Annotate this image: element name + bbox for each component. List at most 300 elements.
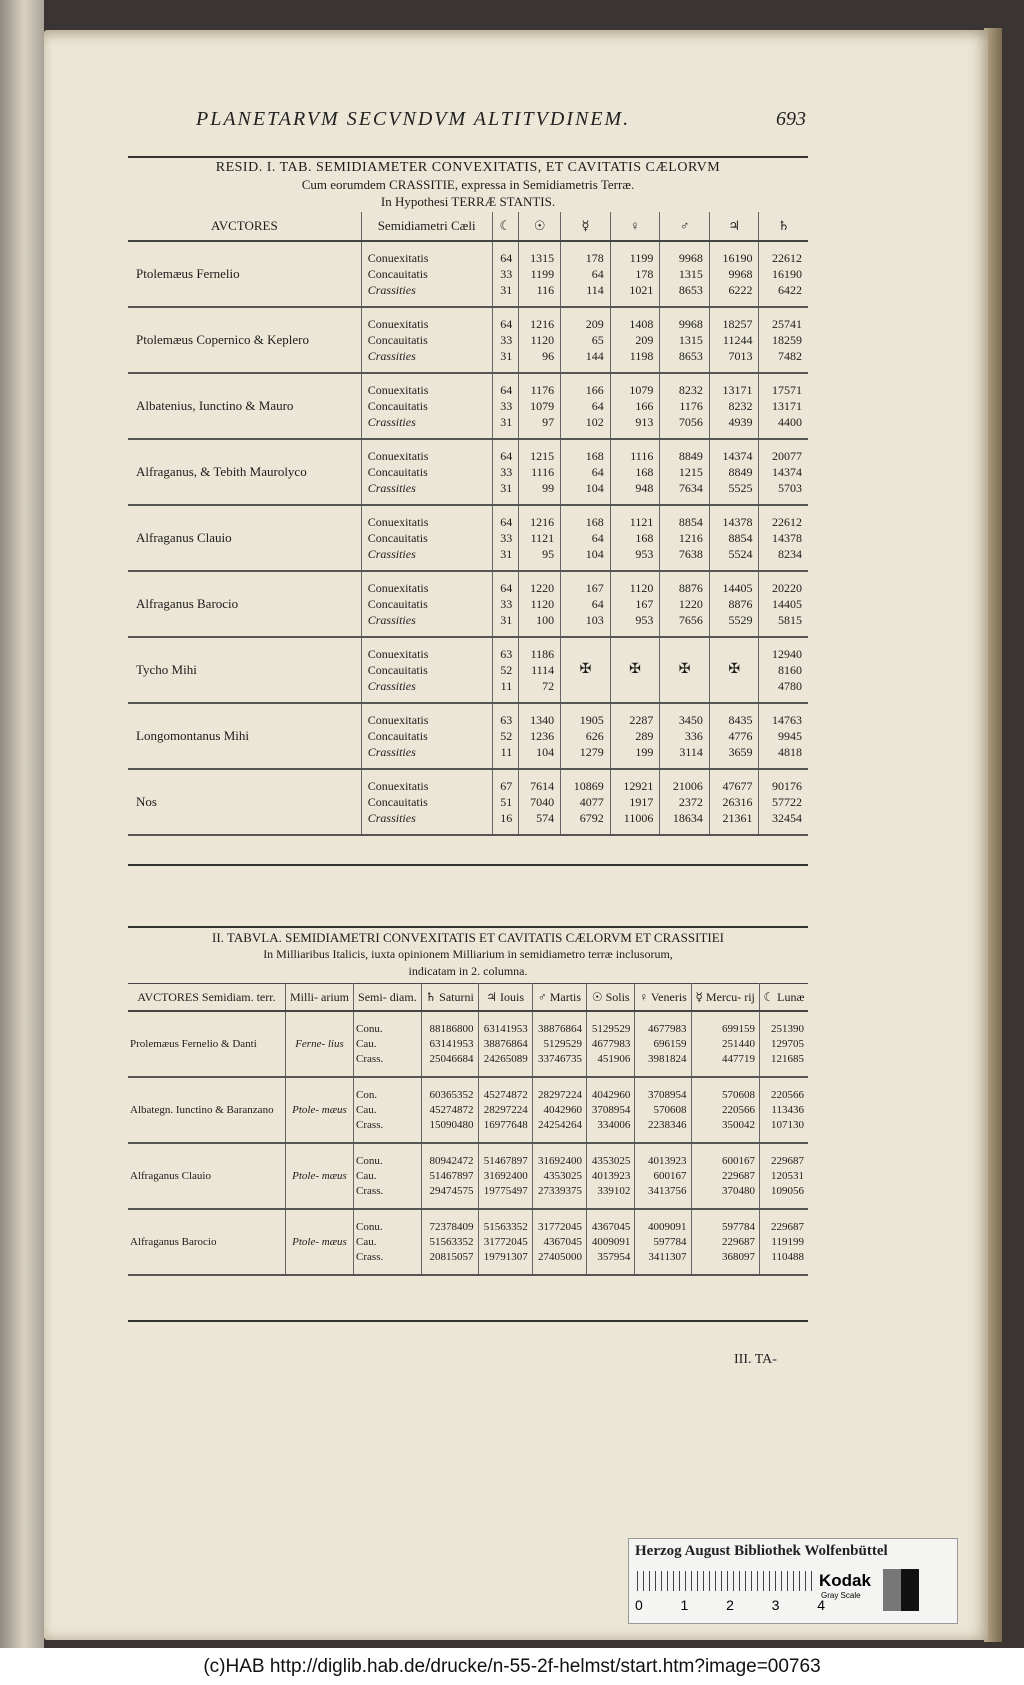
value: 3114 [679,745,703,759]
kinds-cell [354,1143,422,1209]
value: 31 [500,349,513,363]
value: 699159 [721,1022,755,1035]
value-cell [660,505,710,571]
catchword: III. TA- [734,1352,777,1367]
kinds-cell [361,637,492,703]
value: 65 [591,333,604,347]
value: 33 [500,333,513,347]
kind-label: Crassities [367,547,416,561]
value: 27339375 [538,1184,583,1197]
value: 1121 [629,515,654,529]
value: 166 [585,383,604,397]
value-cell [759,505,808,571]
author-cell: Alfraganus, & Tebith Maurolyco [128,439,361,505]
value: 7040 [530,795,555,809]
value: 11006 [623,811,654,825]
value-cell [610,439,660,505]
value: 4677983 [648,1022,687,1035]
value: 28297224 [483,1103,528,1116]
authors-header: AVCTORES [128,212,361,241]
table-two [128,926,808,1322]
value: 1917 [629,795,654,809]
kind-label: Conuexitatis [367,647,429,661]
kind-label: Crassities [367,283,416,297]
value: 1121 [530,531,555,545]
value: 4367045 [543,1235,583,1248]
value: 178 [635,267,654,281]
value: 63141953 [429,1037,474,1050]
value: 1220 [530,581,555,595]
value: 19791307 [483,1250,528,1263]
value: 953 [635,547,654,561]
value: 9968 [678,317,703,331]
value: 4353025 [591,1154,631,1167]
kind-label: Crassities [367,349,416,363]
value-cell [519,241,561,307]
value: 1199 [530,267,555,281]
kinds-cell [361,505,492,571]
value-cell [660,769,710,835]
miliarium-cell: Ptole- mæus [285,1077,353,1143]
kind-label: Crass. [356,1118,384,1131]
kind-label: Crassities [367,613,416,627]
value-cell [492,373,519,439]
value: 574 [536,811,555,825]
value: 199 [635,745,654,759]
value: 103 [585,613,604,627]
value-cell [635,1077,691,1143]
value: 45274872 [483,1088,528,1101]
value: 18259 [772,333,802,347]
page-number: 693 [776,108,806,130]
value-cell [492,439,519,505]
value: 9945 [778,729,802,743]
value: 33 [500,399,513,413]
value: 8232 [678,383,703,397]
value: 16 [500,811,513,825]
value: 339102 [597,1184,631,1197]
kind-label: Crassities [367,415,416,429]
kind-label: Conuexitatis [367,449,429,463]
value-cell [610,769,660,835]
value-cell [610,505,660,571]
table-one-title: RESID. I. TAB. SEMIDIAMETER CONVEXITATIS, ET CAVITATIS CÆLORVM [215,160,721,175]
value: 31 [500,481,513,495]
table-row [128,373,808,439]
value: 25741 [772,317,802,331]
value: 1315 [678,333,703,347]
value: 80942472 [429,1154,474,1167]
value-cell [759,307,808,373]
value: 104 [536,745,555,759]
value: 100 [536,613,555,627]
value-cell [561,769,611,835]
value: 22612 [772,251,802,265]
value: 22612 [772,515,802,529]
value: 38876864 [538,1022,583,1035]
value-cell [519,769,561,835]
kind-label: Concauitatis [367,531,428,545]
table-two-grid [128,983,808,1276]
value-cell [610,241,660,307]
value: 1215 [530,449,555,463]
column-header: ♀ Veneris [635,984,691,1012]
value: 110488 [771,1250,804,1263]
table-row [128,307,808,373]
column-header: Semi- diam. [354,984,422,1012]
value: 251440 [721,1037,755,1050]
column-header: ☿ Mercu- rij [691,984,759,1012]
kind-label: Concauitatis [367,663,428,677]
value: 102 [585,415,604,429]
value: 696159 [653,1037,687,1050]
value-cell [759,241,808,307]
value: 1279 [579,745,604,759]
kinds-cell [354,1077,422,1143]
value-cell [519,373,561,439]
value: 104 [585,481,604,495]
value: 1236 [530,729,555,743]
value: 31772045 [538,1220,583,1233]
kind-label: Crassities [367,745,416,759]
value: 31 [500,547,513,561]
value: 129705 [771,1037,804,1050]
value: 4776 [728,729,753,743]
table-one-grid [128,212,808,836]
column-header: ♂ Martis [532,984,586,1012]
value-cell [709,307,759,373]
value: 63 [500,647,513,661]
value: 7482 [778,349,802,363]
value: 11 [500,745,513,759]
value: 113436 [771,1103,804,1116]
value: 114 [586,283,604,297]
value: 33 [500,465,513,479]
value-cell [421,1077,478,1143]
author-cell: Tycho Mihi [128,637,361,703]
value: 64 [500,383,513,397]
value-cell [492,307,519,373]
value: 1216 [678,531,703,545]
value: 4818 [778,745,802,759]
scale-number: 1 [680,1597,689,1613]
value: 8234 [778,547,802,561]
value: 2238346 [648,1118,687,1131]
value: 121685 [771,1052,804,1065]
value-cell [561,307,611,373]
value: 51467897 [483,1154,528,1167]
value: 4367045 [591,1220,631,1233]
kind-label: Conuexitatis [367,581,429,595]
planet-header: ♂ [660,212,710,241]
value: 16190 [772,267,802,281]
value: 334006 [597,1118,631,1131]
value: 4042960 [591,1088,631,1101]
table-row [128,439,808,505]
value-cell [561,505,611,571]
kinds-cell [361,241,492,307]
value-cell [492,241,519,307]
table-one [128,156,808,866]
value-cell [610,703,660,769]
value: 14374 [772,465,802,479]
adjacent-page-edge [0,0,44,1648]
value-cell [519,439,561,505]
value: 953 [635,613,654,627]
value: 1116 [630,449,654,463]
value-cell [610,571,660,637]
value-cell [421,1209,478,1275]
author-cell: Nos [128,769,361,835]
value: 7638 [678,547,703,561]
value-cell [492,703,519,769]
value-cell [587,1011,635,1077]
value-cell [561,439,611,505]
value: 8849 [678,449,703,463]
value-cell [660,241,710,307]
value-cell [660,373,710,439]
value: 8653 [678,283,703,297]
value: 600167 [721,1154,755,1167]
value: 64 [591,531,604,545]
table-row [128,571,808,637]
table-two-title: II. TABVLA. SEMIDIAMETRI CONVEXITATIS ET CAVITATIS CÆLORVM ET CRASSITIEI [212,930,724,945]
value: 3413756 [648,1184,687,1197]
value: 14763 [772,713,802,727]
value: 90176 [772,779,802,793]
value-cell [759,1143,808,1209]
value: 15090480 [429,1118,474,1131]
column-header: AVCTORES Semidiam. terr. [128,984,285,1012]
value: 1199 [629,251,654,265]
value: 31 [500,283,513,297]
table-row [128,703,808,769]
author-cell: Longomontanus Mihi [128,703,361,769]
value-cell [759,1209,808,1275]
value: 8854 [678,515,703,529]
author-cell: Alfraganus Clauio [128,1143,285,1209]
value: 20815057 [429,1250,474,1263]
kodak-logo: Kodak [819,1571,871,1590]
value: 104 [585,547,604,561]
planet-header: ♃ [709,212,759,241]
value: 7056 [678,415,703,429]
value: 451906 [597,1052,631,1065]
value: 1021 [629,283,654,297]
value: 18257 [722,317,753,331]
value: 63 [500,713,513,727]
value: 21006 [672,779,703,793]
value: 600167 [653,1169,687,1182]
value: 28297224 [538,1088,583,1101]
planet-header: ☉ [519,212,561,241]
value: 626 [585,729,604,743]
miliarium-cell: Ptole- mæus [285,1209,353,1275]
value: 51563352 [483,1220,528,1233]
value: 1114 [531,663,555,677]
value-cell [759,703,808,769]
value-cell [532,1011,586,1077]
table-two-note: indicatam in 2. columna. [408,964,528,978]
scale-number: 4 [817,1597,825,1613]
value: 5525 [728,481,753,495]
author-cell: Ptolemæus Fernelio [128,241,361,307]
scale-number: 2 [726,1597,734,1613]
value-cell [635,1209,691,1275]
value: 1186 [530,647,555,661]
value: 4009091 [648,1220,687,1233]
table-row [128,241,808,307]
value: 1079 [629,383,654,397]
value-cell [519,703,561,769]
table-one-hypothesis: In Hypothesi TERRÆ STANTIS. [380,194,556,209]
value: 209 [635,333,654,347]
value-cell [561,373,611,439]
kind-label: Conuexitatis [367,713,429,727]
value: 11 [500,679,513,693]
value: 51 [500,795,513,809]
value: 229687 [771,1220,804,1233]
table-two-subtitle: In Milliaribus Italicis, iuxta opinionem Milliarium in semidiametro terræ inclusorum, [263,947,673,961]
value-cell [421,1143,478,1209]
gray-swatch [883,1569,901,1611]
value-cell [561,571,611,637]
value-cell [759,1011,808,1077]
value: 913 [635,415,654,429]
value-cell [478,1143,532,1209]
value: 229687 [771,1154,804,1167]
value: 3708954 [591,1103,631,1116]
value: 1176 [530,383,555,397]
value-cell [660,637,710,703]
value-cell [492,571,519,637]
value: 447719 [721,1052,755,1065]
value-cell [519,307,561,373]
value-cell [709,241,759,307]
value-cell [587,1077,635,1143]
value: 1216 [530,515,555,529]
value: 1198 [629,349,654,363]
value: 9968 [678,251,703,265]
value: 26316 [722,795,753,809]
value: 7013 [728,349,753,363]
kinds-cell [361,769,492,835]
value: 33746735 [538,1052,583,1065]
value: 166 [635,399,654,413]
value: 14405 [722,581,753,595]
value: 167 [585,581,604,595]
value: 31692400 [483,1169,528,1182]
value: 8876 [678,581,703,595]
value: 64 [500,581,513,595]
value: 168 [635,465,654,479]
value: 95 [542,547,555,561]
library-name: Herzog August Bibliothek Wolfenbüttel [635,1543,888,1559]
value: 168 [635,531,654,545]
value-cell [492,505,519,571]
value: 336 [684,729,703,743]
value: 12940 [772,647,802,661]
value-cell [691,1011,759,1077]
kind-label: Concauitatis [367,795,428,809]
value-cell [587,1209,635,1275]
author-cell: Albatenius, Iunctino & Mauro [128,373,361,439]
value: 1340 [530,713,555,727]
value: 64 [500,251,513,265]
value: 47677 [722,779,753,793]
value: 88186800 [429,1022,474,1035]
value: 116 [536,283,555,297]
value-cell [421,1011,478,1077]
value: 64 [500,317,513,331]
value: 5815 [778,613,802,627]
value: 3411307 [648,1250,687,1263]
planet-header: ☾ [492,212,519,241]
value-cell [478,1011,532,1077]
value: 4013923 [648,1154,687,1167]
value-cell [660,439,710,505]
value-cell [759,637,808,703]
value-cell [519,505,561,571]
value: 5129529 [543,1037,583,1050]
value-cell [610,307,660,373]
value: 13171 [772,399,802,413]
value: 5129529 [591,1022,631,1035]
value: 120531 [771,1169,804,1182]
author-cell: Albategn. Iunctino & Baranzano [128,1077,285,1143]
value: 1905 [579,713,604,727]
cross-mark: ✠ [629,662,641,677]
value: 3981824 [648,1052,687,1065]
value: 10869 [573,779,604,793]
planet-header: ☿ [561,212,611,241]
kind-label: Crassities [367,481,416,495]
kind-label: Conu. [356,1154,383,1167]
scale-numbers [635,1597,825,1613]
miliarium-cell: Ferne- lius [285,1011,353,1077]
value: 107130 [771,1118,804,1131]
value: 570608 [721,1088,755,1101]
value-cell [561,241,611,307]
column-header: Milli- arium [285,984,353,1012]
value: 72 [542,679,555,693]
kind-label: Conuexitatis [367,515,429,529]
kind-label: Conuexitatis [367,779,429,793]
column-header: ☾ Lunæ [759,984,808,1012]
value: 11244 [722,333,753,347]
kinds-cell [361,307,492,373]
value: 251390 [771,1022,804,1035]
column-header: ♃ Iouis [478,984,532,1012]
value: 52 [500,729,513,743]
table-row [128,1143,808,1209]
value: 168 [585,449,604,463]
table-row [128,769,808,835]
kind-label: Conu. [356,1220,383,1233]
value: 597784 [653,1235,687,1248]
value-cell [492,769,519,835]
value: 1116 [531,465,555,479]
value: 24254264 [538,1118,583,1131]
value: 2287 [629,713,654,727]
kind-label: Cau. [356,1235,377,1248]
value: 109056 [771,1184,804,1197]
value: 64 [591,267,604,281]
miliarium-cell: Ptole- mæus [285,1143,353,1209]
value-cell [532,1209,586,1275]
cross-mark: ✠ [678,662,691,677]
value-cell [478,1077,532,1143]
